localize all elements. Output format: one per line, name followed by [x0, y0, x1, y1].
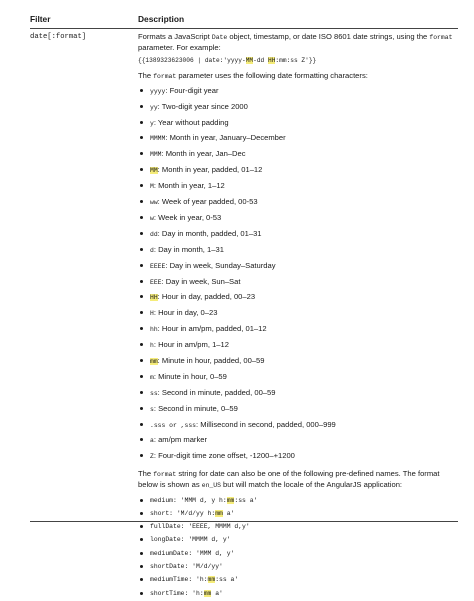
format-char-item: [138, 307, 458, 323]
format-char-item: [138, 450, 458, 466]
format-char-item: [138, 164, 458, 180]
named-format-item: [138, 574, 458, 587]
format-char-item: [138, 117, 458, 133]
example-part: :mm:ss Z'}}: [275, 57, 317, 65]
format-char-item: [138, 355, 458, 371]
named-intro-text-2: string for date can also be one of the following pre-defined names. The format below is shown as: [138, 469, 440, 490]
format-char-code: HH: [150, 294, 158, 302]
named-format-hl: mm: [226, 496, 235, 504]
format-char-desc: : Minute in hour, padded, 00–59: [157, 355, 265, 365]
format-char-code: yyyy: [150, 87, 166, 95]
named-format-post: a': [222, 509, 235, 517]
format-char-code: EEE: [150, 278, 162, 286]
format-char-item: [138, 148, 458, 164]
format-char-desc: : Month in year, padded, 01–12: [157, 165, 263, 175]
format-char-item: [138, 371, 458, 387]
format-char-code: s: [150, 405, 154, 413]
format-char-desc: : Hour in am/pm, padded, 01–12: [157, 324, 267, 334]
format-char-desc: : Minute in hour, 0–59: [153, 371, 227, 381]
named-format-item: [138, 508, 458, 521]
named-intro-code: format: [153, 471, 177, 479]
filter-description: [138, 32, 458, 601]
format-char-code: MM: [150, 167, 158, 175]
format-char-desc: : Hour in day, 0–23: [153, 308, 218, 318]
example-highlight: HH: [267, 57, 276, 65]
format-char-desc: : Day in week, Sun–Sat: [161, 276, 241, 286]
format-char-item: [138, 419, 458, 435]
named-format-pre: shortDate: 'M/d/yy': [150, 563, 223, 571]
format-char-desc: : Day in week, Sunday–Saturday: [165, 260, 276, 270]
named-format-hl: mm: [203, 589, 212, 597]
named-format-pre: short: 'M/d/yy h:: [150, 509, 216, 517]
format-char-item: [138, 434, 458, 450]
format-char-desc: : Hour in am/pm, 1–12: [153, 340, 229, 350]
named-format-post: :ss a': [215, 576, 239, 584]
named-intro-code-2: en_US: [201, 482, 221, 490]
named-format-hl: mm: [215, 509, 223, 517]
format-char-item: [138, 85, 458, 101]
filter-code: date[:format]: [30, 33, 87, 41]
format-char-item: [138, 212, 458, 228]
header-filter: Filter: [30, 14, 51, 24]
named-format-pre: fullDate: 'EEEE, MMMM d,y': [150, 523, 250, 531]
named-format-pre: mediumTime: 'h:: [150, 576, 208, 584]
named-format-item: [138, 534, 458, 547]
intro-text-2: object, timestamp, or date ISO 8601 date strings, using the: [227, 32, 430, 41]
example-highlight: MM: [245, 57, 254, 65]
named-format-pre: mediumDate: 'MMM d, y': [150, 549, 235, 557]
named-intro: [138, 469, 458, 491]
format-char-item: [138, 180, 458, 196]
named-intro-text-3: but will match the locale of the AngularJS application:: [220, 480, 403, 490]
format-char-list: [138, 85, 458, 466]
format-char-code: hh: [150, 326, 158, 334]
intro-code: Date: [211, 34, 228, 41]
example-code: [138, 56, 458, 66]
format-char-desc: : Second in minute, 0–59: [153, 403, 238, 413]
named-format-item: [138, 588, 458, 601]
named-format-pre: longDate: 'MMMM d, y': [150, 536, 231, 544]
format-char-code: H: [150, 310, 154, 318]
named-format-pre: shortTime: 'h:: [150, 589, 204, 597]
named-format-post: a': [211, 589, 223, 597]
format-char-item: [138, 291, 458, 307]
format-char-desc: : Hour in day, padded, 00–23: [157, 292, 256, 302]
intro-text: Formats a JavaScript: [138, 32, 212, 41]
format-char-code: M: [150, 183, 154, 191]
example-part: -dd: [253, 57, 268, 65]
format-char-item: [138, 228, 458, 244]
format-char-code: EEEE: [150, 262, 166, 270]
format-char-code: a: [150, 437, 154, 445]
header-description: Description: [138, 14, 185, 24]
format-char-desc: : Week of year padded, 00-53: [157, 197, 258, 207]
named-format-post: :ss a': [234, 496, 258, 504]
format-char-desc: : Month in year, 1–12: [153, 181, 225, 191]
example-part: {{1389323623006 | date:'yyyy-: [138, 57, 246, 65]
named-format-list: [138, 495, 458, 601]
format-char-desc: : am/pm marker: [153, 435, 208, 445]
format-char-code: w: [150, 214, 154, 222]
named-format-item: [138, 521, 458, 534]
format-char-code: ss: [150, 389, 158, 397]
named-format-item: [138, 495, 458, 508]
format-char-item: [138, 260, 458, 276]
named-format-item: [138, 548, 458, 561]
format-char-code: yy: [150, 103, 158, 111]
format-char-desc: : Second in minute, padded, 00–59: [157, 387, 276, 397]
named-format-item: [138, 561, 458, 574]
table-row: [30, 29, 458, 601]
format-char-code: dd: [150, 230, 158, 238]
format-char-code: h: [150, 342, 154, 350]
format-char-code: ww: [150, 199, 158, 207]
named-format-hl: mm: [207, 576, 216, 584]
format-char-code: y: [150, 119, 154, 127]
format-char-item: [138, 323, 458, 339]
format-intro-code: format: [153, 72, 177, 80]
format-char-code: MMMM: [150, 135, 166, 143]
format-char-desc: : Week in year, 0-53: [153, 212, 222, 222]
named-format-pre: medium: 'MMM d, y h:: [150, 496, 227, 504]
format-char-item: [138, 403, 458, 419]
format-char-desc: : Four-digit time zone offset, -1200–+1200: [153, 451, 295, 461]
format-char-desc: : Two-digit year since 2000: [157, 101, 248, 111]
format-char-code: Z: [150, 453, 154, 461]
format-char-desc: : Millisecond in second, padded, 000–999: [196, 419, 336, 429]
format-char-item: [138, 132, 458, 148]
format-intro-text: The: [138, 70, 154, 80]
format-char-desc: : Four-digit year: [165, 85, 219, 95]
format-char-item: [138, 244, 458, 260]
format-char-desc: : Month in year, Jan–Dec: [161, 149, 246, 159]
intro-text-3: parameter. For example:: [138, 43, 221, 53]
format-char-item: [138, 196, 458, 212]
format-char-code: mm: [150, 357, 158, 365]
format-char-code: .sss or ,sss: [150, 421, 197, 429]
table-header: [30, 12, 458, 26]
intro-code-2: format: [429, 34, 453, 41]
format-intro: [138, 71, 458, 82]
filter-table: [30, 12, 458, 601]
format-char-code: MMM: [150, 151, 162, 159]
format-char-desc: : Year without padding: [153, 117, 229, 127]
format-char-desc: : Month in year, January–December: [165, 133, 286, 143]
intro-paragraph: [138, 32, 458, 53]
format-char-item: [138, 387, 458, 403]
format-char-code: d: [150, 246, 154, 254]
format-intro-text-2: parameter uses the following date formatting characters:: [176, 70, 368, 80]
format-char-desc: : Day in month, 1–31: [153, 244, 224, 254]
table-bottom-rule: [30, 521, 458, 522]
format-char-desc: : Day in month, padded, 01–31: [157, 228, 262, 238]
format-char-item: [138, 339, 458, 355]
format-char-item: [138, 101, 458, 117]
format-char-code: m: [150, 373, 154, 381]
format-char-item: [138, 276, 458, 292]
named-intro-text: The: [138, 469, 154, 479]
